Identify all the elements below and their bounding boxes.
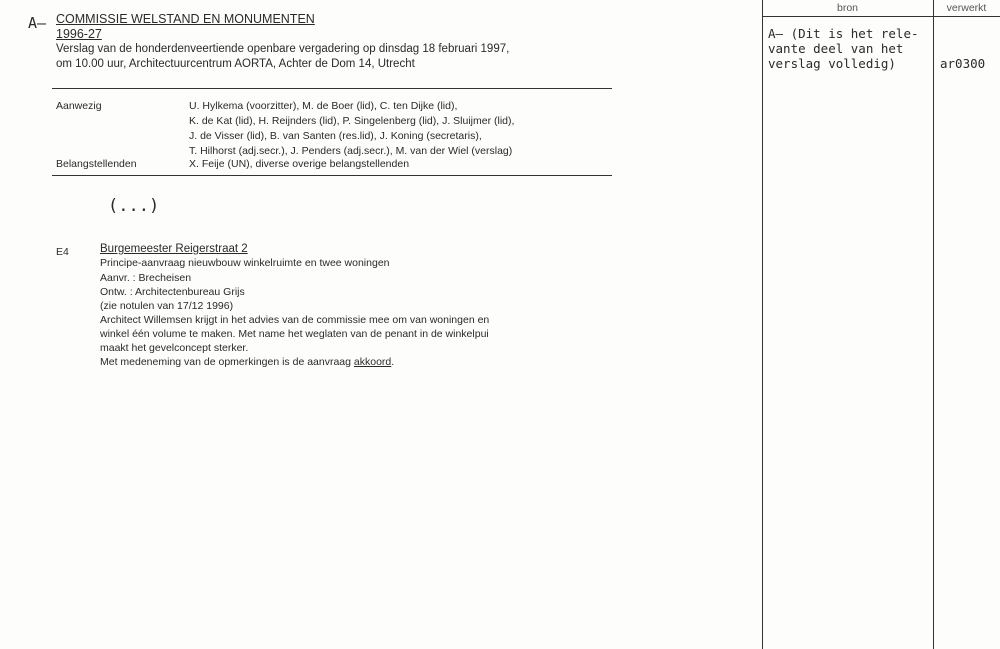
item-code: E4 <box>56 246 69 258</box>
item-line: Aanvr. : Brecheisen <box>100 272 192 284</box>
bron-note-line: verslag volledig) <box>768 56 896 71</box>
present-line: T. Hilhorst (adj.secr.), J. Penders (adj.secr.), M. van der Wiel (verslag) <box>189 145 513 157</box>
item-line: Principe-aanvraag nieuwbouw winkelruimte en twee woningen <box>100 257 390 269</box>
conclusion-prefix: Met medeneming van de opmerkingen is de aanvraag <box>100 356 354 368</box>
item-conclusion <box>100 356 394 368</box>
verwerkt-code: ar0300 <box>940 56 986 71</box>
bron-note-line: A— (Dit is het rele- <box>768 26 919 41</box>
attendance-divider <box>52 175 612 176</box>
column-header-bron: bron <box>836 2 858 14</box>
item-line: (zie notulen van 17/12 1996) <box>100 300 234 312</box>
present-line: J. de Visser (lid), B. van Santen (res.lid), J. Koning (secretaris), <box>189 130 482 142</box>
column-header-verwerkt: verwerkt <box>946 2 987 14</box>
bron-verwerkt-rule <box>933 0 934 649</box>
present-line: U. Hylkema (voorzitter), M. de Boer (lid), C. ten Dijke (lid), <box>189 100 458 112</box>
stakeholders-label: Belangstellenden <box>56 158 137 170</box>
bron-left-rule <box>762 0 763 649</box>
stakeholders-line: X. Feije (UN), diverse overige belangstellenden <box>189 158 410 170</box>
header-divider <box>52 88 612 89</box>
conclusion-keyword: akkoord <box>353 356 392 368</box>
item-line: winkel één volume te maken. Met name het weglaten van de penant in de winkelpui <box>100 328 489 340</box>
present-line: K. de Kat (lid), H. Reijnders (lid), P. Singelenberg (lid), J. Sluijmer (lid), <box>189 115 515 127</box>
bron-note-line: vante deel van het <box>768 41 904 56</box>
document-title: COMMISSIE WELSTAND EN MONUMENTEN <box>56 12 315 26</box>
item-line: maakt het gevelconcept sterker. <box>100 342 249 354</box>
ellipsis: (...) <box>108 196 160 216</box>
conclusion-suffix: . <box>391 356 395 368</box>
column-header-rule <box>762 16 1000 17</box>
item-address: Burgemeester Reigerstraat 2 <box>100 243 248 255</box>
margin-mark: A— <box>28 14 47 32</box>
present-label: Aanwezig <box>56 100 102 112</box>
item-line: Ontw. : Architectenbureau Grijs <box>100 286 245 298</box>
report-line: Verslag van de honderdenveertiende openbare vergadering op dinsdag 18 februari 1997, <box>56 43 510 55</box>
item-line: Architect Willemsen krijgt in het advies van de commissie mee om van woningen en <box>100 314 490 326</box>
document-number: 1996-27 <box>56 27 102 41</box>
location-line: om 10.00 uur, Architectuurcentrum AORTA, Achter de Dom 14, Utrecht <box>56 58 415 70</box>
